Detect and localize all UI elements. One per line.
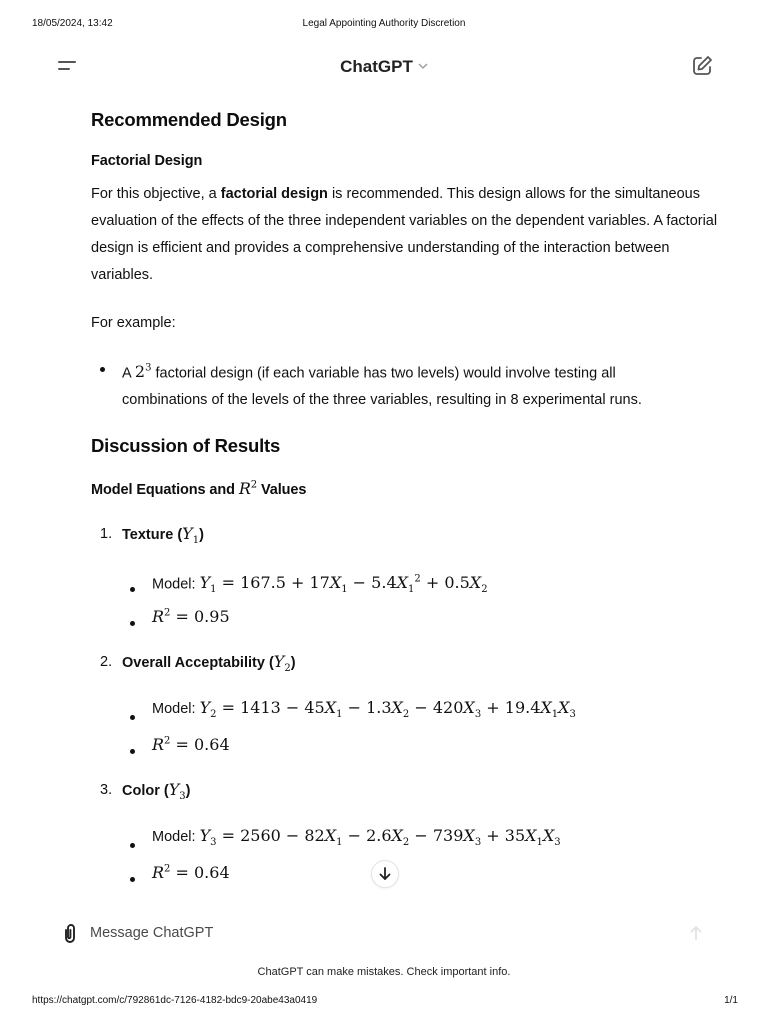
- r-squared-equation: $R^2 = 0.64$: [152, 735, 230, 755]
- scroll-down-button[interactable]: [371, 860, 399, 888]
- r-squared-row: [152, 728, 230, 760]
- r-squared-value: 0.64: [194, 735, 230, 755]
- subheading-text: Model Equations and: [91, 482, 239, 498]
- list-item-color: Color $(Y_3)$: [122, 780, 191, 803]
- subheading-text: Values: [257, 482, 307, 498]
- math-exponent: 3: [145, 363, 152, 374]
- send-button[interactable]: [686, 923, 706, 943]
- math-exponent: 2: [250, 479, 258, 491]
- math-base: 2: [134, 362, 146, 382]
- section-heading-discussion: Discussion of Results: [91, 435, 281, 456]
- bullet-dot: [130, 715, 135, 720]
- math-var: Y: [168, 780, 180, 799]
- r-squared-value: 0.95: [194, 607, 230, 627]
- arrow-down-icon: [372, 861, 398, 887]
- subheading-factorial-design: Factorial Design: [91, 153, 203, 169]
- r-squared-equation: $R^2 = 0.64$: [152, 863, 230, 883]
- item-label: Overall Acceptability: [122, 655, 265, 671]
- model-equation: $Y_1 = 167.5 + 17X_1 - 5.4X_1^2 + 0.5X_2$: [199, 573, 488, 596]
- list-item: [122, 355, 726, 414]
- math-var: R: [238, 479, 251, 498]
- model-equation: $Y_2 = 1413 - 45X_1 - 1.3X_2 - 420X_3 + 19.4X_1X_3$: [199, 698, 576, 721]
- subheading-model-equations: [91, 479, 306, 498]
- print-url: https://chatgpt.com/c/792861dc-7126-4182-bdc9-20abe43a0419: [32, 995, 318, 1006]
- top-bar: [0, 50, 768, 82]
- item-label: Texture: [122, 527, 174, 543]
- print-page-number: 1/1: [724, 995, 738, 1006]
- bullet-dot: [130, 843, 135, 848]
- bullet-dot: [130, 587, 135, 592]
- item-var: [273, 652, 291, 675]
- r-squared-row: [152, 600, 230, 632]
- section-heading-recommended-design: Recommended Design: [91, 109, 287, 130]
- message-input[interactable]: [90, 921, 650, 945]
- math-subscript: 3: [179, 791, 186, 803]
- list-number: 1.: [100, 526, 113, 542]
- new-chat-button[interactable]: [690, 54, 714, 78]
- math-two-cubed: [135, 362, 152, 381]
- example-label: For example:: [91, 315, 176, 331]
- list-number: 2.: [100, 654, 113, 670]
- bullet-dot: [130, 621, 135, 626]
- bullet-dot: [130, 877, 135, 882]
- print-doc-title: Legal Appointing Authority Discretion: [302, 18, 466, 29]
- item-var: [168, 780, 186, 803]
- math-subscript: 1: [192, 535, 200, 547]
- paragraph-bold: factorial design: [220, 186, 328, 202]
- list-number: 3.: [100, 782, 113, 798]
- math-var: Y: [273, 652, 285, 671]
- list-item-texture: Texture $(Y_1)$: [122, 524, 204, 547]
- bullet-dot: [100, 367, 105, 372]
- item-label: Color: [122, 783, 160, 799]
- paragraph-text: is recommended. This design allows for the simultaneous evaluation of the effects of the three independent variables on the dependent variables. A factorial design is efficient and provides a comprehensive understanding of the interaction between variables.: [91, 186, 718, 283]
- arrow-up-icon: [686, 923, 706, 943]
- model-label: Model:: [152, 576, 200, 593]
- message-composer: [56, 915, 716, 951]
- r-squared-value: 0.64: [194, 863, 230, 883]
- r-squared-row: [152, 856, 230, 888]
- edit-icon: [690, 54, 714, 78]
- math-r-squared: [239, 479, 257, 498]
- model-label: Model:: [152, 829, 200, 845]
- model-selector[interactable]: [0, 55, 768, 77]
- math-var: Y: [182, 524, 193, 543]
- chevron-down-icon: [418, 55, 428, 75]
- math-subscript: 2: [284, 663, 291, 675]
- bullet-text: combinations of the levels of the three variables, resulting in 8 experimental runs.: [122, 392, 642, 409]
- list-item-overall-acceptability: Overall Acceptability $(Y_2)$: [122, 652, 296, 675]
- model-label: Model:: [152, 701, 200, 717]
- paragraph-text: For this objective, a: [91, 186, 221, 202]
- attach-button[interactable]: [60, 921, 80, 945]
- disclaimer-text: ChatGPT can make mistakes. Check important info.: [257, 966, 511, 978]
- print-datetime: 18/05/2024, 13:42: [32, 18, 113, 29]
- model-equation-row: [152, 566, 488, 604]
- item-var: [182, 524, 200, 547]
- paperclip-icon: [60, 921, 80, 945]
- model-equation-row: [152, 822, 561, 856]
- bullet-text: A: [122, 365, 135, 382]
- factorial-design-paragraph: [91, 181, 726, 289]
- model-equation: $Y_3 = 2560 - 82X_1 - 2.6X_2 - 739X_3 + 35X_1X_3$: [199, 826, 561, 849]
- bullet-text: factorial design (if each variable has two levels) would involve testing all: [151, 365, 616, 382]
- app-title: ChatGPT: [340, 57, 413, 76]
- model-equation-row: [152, 694, 576, 728]
- r-squared-equation: $R^2 = 0.95$: [152, 607, 230, 627]
- bullet-dot: [130, 749, 135, 754]
